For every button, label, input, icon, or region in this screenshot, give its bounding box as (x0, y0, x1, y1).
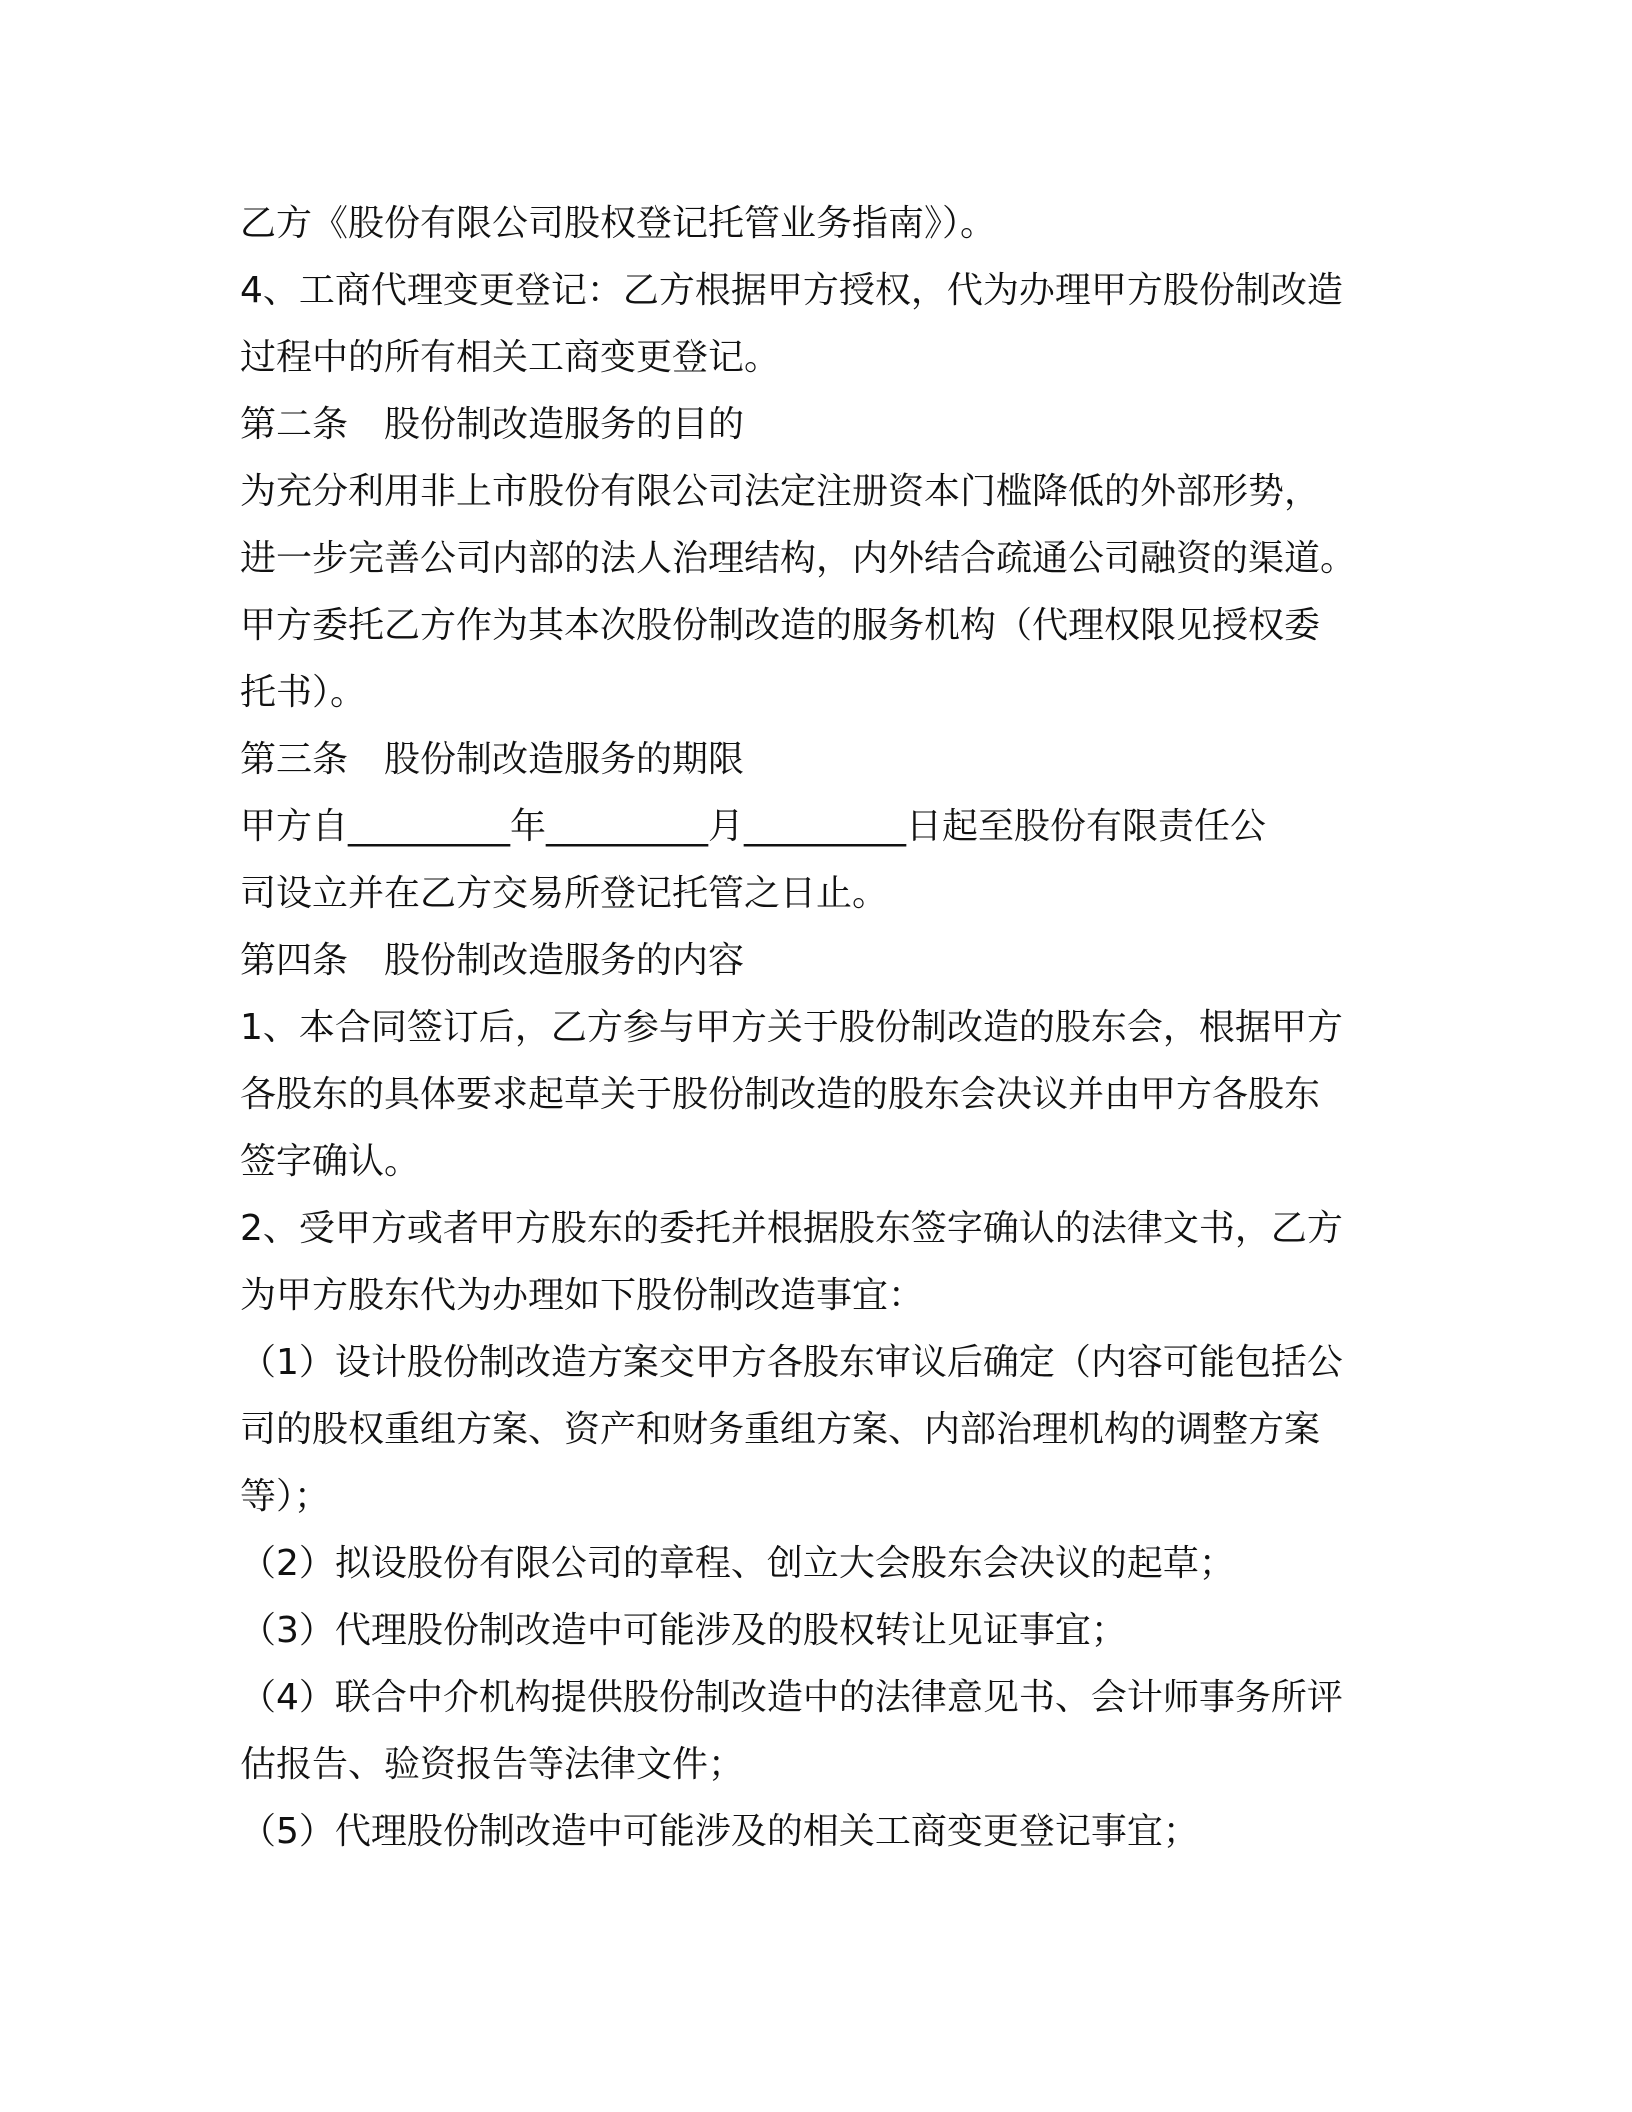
text-line: （2）拟设股份有限公司的章程、创立大会股东会决议的起草； (240, 1543, 1235, 1584)
text-line: 过程中的所有相关工商变更登记。 (240, 337, 781, 378)
text-line: 托书）。 (240, 672, 367, 713)
text-line: （1）设计股份制改造方案交甲方各股东审议后确定（内容可能包括公 (240, 1342, 1343, 1383)
text-line: 司设立并在乙方交易所登记托管之日止。 (240, 873, 889, 914)
text-line: 2、受甲方或者甲方股东的委托并根据股东签字确认的法律文书，乙方 (240, 1208, 1343, 1249)
article-heading: 第二条 股份制改造服务的目的 (240, 404, 745, 445)
text-line: 甲方自_________年_________月_________日起至股份有限责任公 (240, 806, 1267, 847)
article-heading: 第四条 股份制改造服务的内容 (240, 940, 745, 981)
text-line: 1、本合同签订后，乙方参与甲方关于股份制改造的股东会，根据甲方 (240, 1007, 1343, 1048)
text-line: （3）代理股份制改造中可能涉及的股权转让见证事宜； (240, 1610, 1127, 1651)
text-line: 等）； (240, 1476, 331, 1517)
text-line: 为充分利用非上市股份有限公司法定注册资本门槛降低的外部形势， (240, 471, 1321, 512)
text-line: （4）联合中介机构提供股份制改造中的法律意见书、会计师事务所评 (240, 1677, 1343, 1718)
text-line: 甲方委托乙方作为其本次股份制改造的服务机构（代理权限见授权委 (240, 605, 1321, 646)
text-line: 进一步完善公司内部的法人治理结构，内外结合疏通公司融资的渠道。 (240, 538, 1357, 579)
text-line: 签字确认。 (240, 1141, 421, 1182)
text-line: 乙方《股份有限公司股权登记托管业务指南》）。 (240, 203, 997, 244)
text-line: 司的股权重组方案、资产和财务重组方案、内部治理机构的调整方案 (240, 1409, 1321, 1450)
text-line: （5）代理股份制改造中可能涉及的相关工商变更登记事宜； (240, 1811, 1199, 1852)
text-line: 各股东的具体要求起草关于股份制改造的股东会决议并由甲方各股东 (240, 1074, 1321, 1115)
text-line: 4、工商代理变更登记：乙方根据甲方授权，代为办理甲方股份制改造 (240, 270, 1343, 311)
document-body (240, 190, 1390, 1865)
text-line: 为甲方股东代为办理如下股份制改造事宜： (240, 1275, 925, 1316)
text-line: 估报告、验资报告等法律文件； (240, 1744, 745, 1785)
article-heading: 第三条 股份制改造服务的期限 (240, 739, 745, 780)
